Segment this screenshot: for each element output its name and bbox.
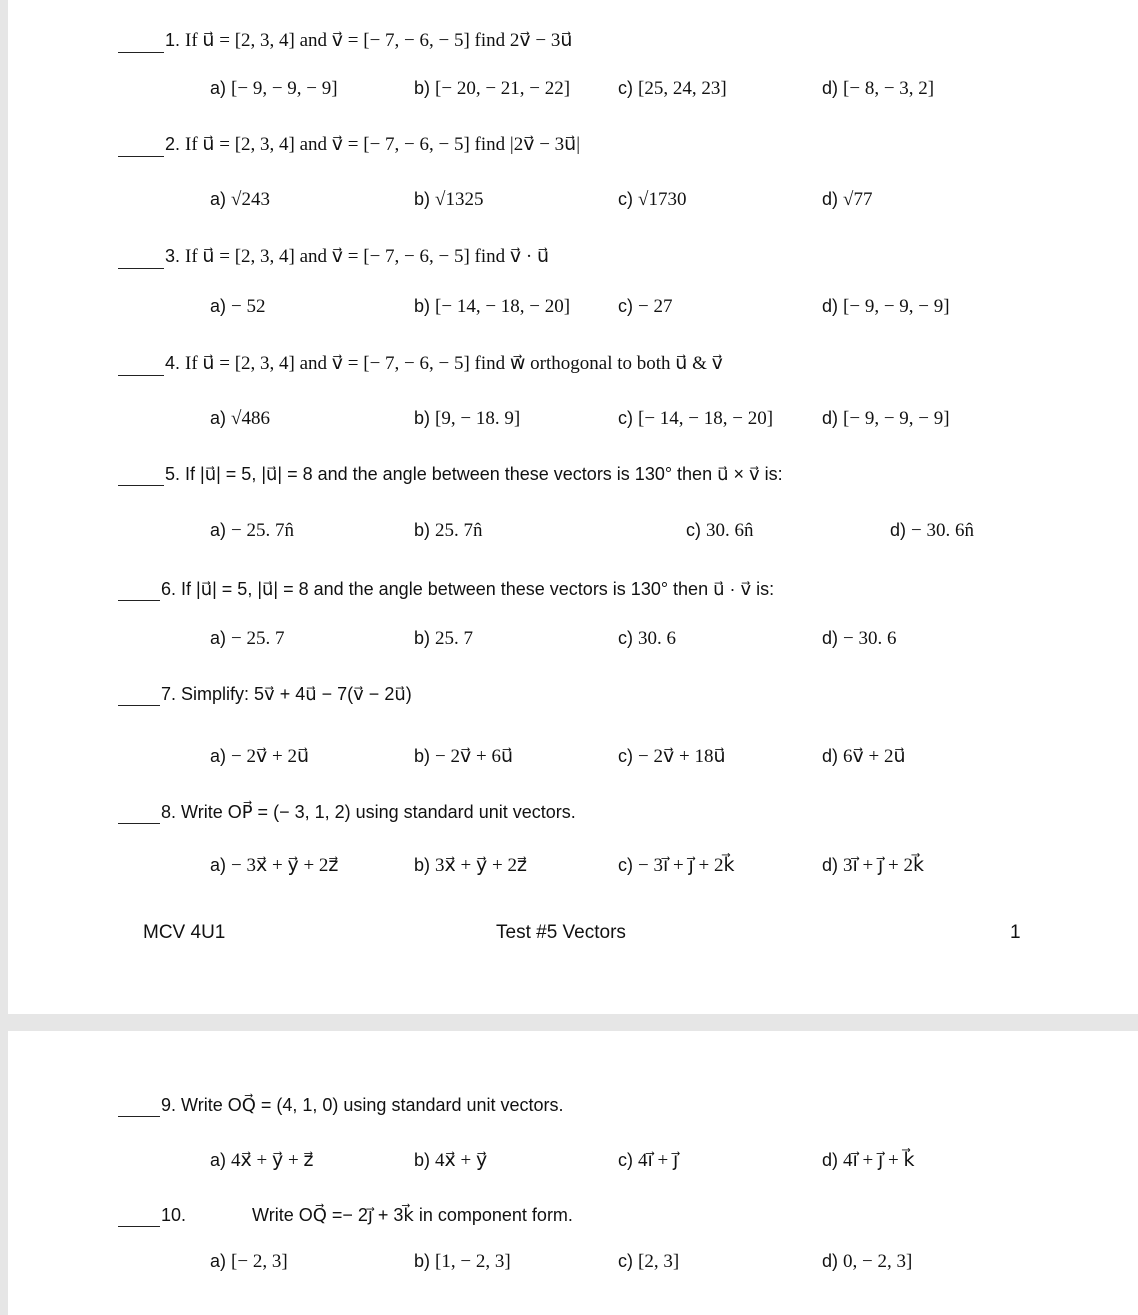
question-text: If u⃗ = [2, 3, 4] and v⃗ = [− 7, − 6, − 5] find |2v⃗ − 3u⃗| — [185, 134, 581, 155]
question-2: 2. If u⃗ = [2, 3, 4] and v⃗ = [− 7, − 6, − 5] find |2v⃗ − 3u⃗| — [118, 132, 580, 157]
option-a[interactable]: a) [− 2, 3] — [210, 1251, 288, 1272]
option-d[interactable]: d) [− 9, − 9, − 9] — [822, 408, 950, 429]
question-text: Write OP⃗ = (− 3, 1, 2) using standard unit vectors. — [181, 802, 576, 822]
option-a[interactable]: a) − 3x⃗ + y⃗ + 2z⃗ — [210, 855, 339, 876]
option-d[interactable]: d) 4i⃗ + j⃗ + k⃗ — [822, 1150, 915, 1171]
option-d[interactable]: d) 0, − 2, 3] — [822, 1251, 913, 1272]
option-c[interactable]: c) 30. 6 — [618, 628, 677, 649]
option-b[interactable]: b) [1, − 2, 3] — [414, 1251, 511, 1272]
answer-blank[interactable] — [118, 1098, 160, 1117]
option-a[interactable]: a) [− 9, − 9, − 9] — [210, 78, 338, 99]
question-8: 8. Write OP⃗ = (− 3, 1, 2) using standard unit vectors. — [118, 800, 576, 824]
footer-title: Test #5 Vectors — [496, 922, 626, 943]
test-page-1 — [8, 0, 1138, 1014]
option-a[interactable]: a) − 52 — [210, 296, 266, 317]
question-1: 1. If u⃗ = [2, 3, 4] and v⃗ = [− 7, − 6, − 5] find 2v⃗ − 3u⃗ — [118, 28, 572, 53]
answer-blank[interactable] — [118, 357, 164, 376]
option-d[interactable]: d) [− 9, − 9, − 9] — [822, 296, 950, 317]
question-text: If u⃗ = [2, 3, 4] and v⃗ = [− 7, − 6, − 5] find w⃗ orthogonal to both u⃗ & v⃗ — [185, 353, 723, 374]
option-b[interactable]: b) − 2v⃗ + 6u⃗ — [414, 746, 513, 767]
option-b[interactable]: b) [9, − 18. 9] — [414, 408, 521, 429]
answer-blank[interactable] — [118, 34, 164, 53]
option-b[interactable]: b) 4x⃗ + y⃗ — [414, 1150, 488, 1171]
option-d[interactable]: d) 6v⃗ + 2u⃗ — [822, 746, 906, 767]
answer-blank[interactable] — [118, 687, 160, 706]
option-b[interactable]: b) 25. 7 — [414, 628, 474, 649]
question-text: Write OQ⃗ = (4, 1, 0) using standard unit vectors. — [181, 1095, 564, 1115]
option-c[interactable]: c) − 27 — [618, 296, 673, 317]
option-a[interactable]: a) − 2v⃗ + 2u⃗ — [210, 746, 309, 767]
option-c[interactable]: c) √1730 — [618, 189, 687, 210]
option-c[interactable]: c) [25, 24, 23] — [618, 78, 727, 99]
option-c[interactable]: c) 30. 6n̂ — [686, 520, 754, 541]
option-d[interactable]: d) 3i⃗ + j⃗ + 2k⃗ — [822, 855, 925, 876]
option-b[interactable]: b) √1325 — [414, 189, 484, 210]
option-c[interactable]: c) [− 14, − 18, − 20] — [618, 408, 774, 429]
option-c[interactable]: c) − 2v⃗ + 18u⃗ — [618, 746, 726, 767]
option-a[interactable]: a) − 25. 7n̂ — [210, 520, 294, 541]
option-c[interactable]: c) − 3i⃗ + j⃗ + 2k⃗ — [618, 855, 735, 876]
option-a[interactable]: a) − 25. 7 — [210, 628, 285, 649]
question-5: 5. If |u⃗| = 5, |u⃗| = 8 and the angle between these vectors is 130° then u⃗ × v⃗ is: — [118, 462, 783, 486]
answer-blank[interactable] — [118, 582, 160, 601]
footer-page-number: 1 — [1010, 922, 1021, 943]
option-a[interactable]: a) 4x⃗ + y⃗ + z⃗ — [210, 1150, 314, 1171]
question-text: If u⃗ = [2, 3, 4] and v⃗ = [− 7, − 6, − 5] find v⃗ · u⃗ — [185, 246, 550, 267]
option-d[interactable]: d) [− 8, − 3, 2] — [822, 78, 935, 99]
answer-blank[interactable] — [118, 250, 164, 269]
answer-blank[interactable] — [118, 805, 160, 824]
option-d[interactable]: d) − 30. 6n̂ — [890, 520, 974, 541]
option-d[interactable]: d) √77 — [822, 189, 873, 210]
question-9: 9. Write OQ⃗ = (4, 1, 0) using standard unit vectors. — [118, 1093, 564, 1117]
question-4: 4. If u⃗ = [2, 3, 4] and v⃗ = [− 7, − 6, − 5] find w⃗ orthogonal to both u⃗ & v⃗ — [118, 351, 723, 376]
test-page-2 — [8, 1031, 1138, 1315]
question-text: If u⃗ = [2, 3, 4] and v⃗ = [− 7, − 6, − 5] find 2v⃗ − 3u⃗ — [185, 30, 573, 51]
option-b[interactable]: b) 25. 7n̂ — [414, 520, 483, 541]
question-text: If |u⃗| = 5, |u⃗| = 8 and the angle between these vectors is 130° then u⃗ × v⃗ is: — [185, 464, 783, 484]
answer-blank[interactable] — [118, 1208, 160, 1227]
question-7: 7. Simplify: 5v⃗ + 4u⃗ − 7(v⃗ − 2u⃗) — [118, 682, 412, 706]
option-a[interactable]: a) √486 — [210, 408, 270, 429]
answer-blank[interactable] — [118, 467, 164, 486]
question-10: 10. Write OQ⃗ =− 2j⃗ + 3k⃗ in component form. — [118, 1203, 573, 1227]
answer-blank[interactable] — [118, 138, 164, 157]
option-a[interactable]: a) √243 — [210, 189, 270, 210]
question-text: Simplify: 5v⃗ + 4u⃗ − 7(v⃗ − 2u⃗) — [181, 684, 412, 704]
question-6: 6. If |u⃗| = 5, |u⃗| = 8 and the angle between these vectors is 130° then u⃗ · v⃗ is: — [118, 577, 774, 601]
option-b[interactable]: b) [− 14, − 18, − 20] — [414, 296, 571, 317]
option-b[interactable]: b) [− 20, − 21, − 22] — [414, 78, 571, 99]
question-text: Write OQ⃗ =− 2j⃗ + 3k⃗ in component form. — [252, 1205, 573, 1225]
option-d[interactable]: d) − 30. 6 — [822, 628, 897, 649]
question-text: If |u⃗| = 5, |u⃗| = 8 and the angle between these vectors is 130° then u⃗ · v⃗ is: — [181, 579, 775, 599]
option-b[interactable]: b) 3x⃗ + y⃗ + 2z⃗ — [414, 855, 527, 876]
option-c[interactable]: c) [2, 3] — [618, 1251, 680, 1272]
option-c[interactable]: c) 4i⃗ + j⃗ — [618, 1150, 679, 1171]
question-3: 3. If u⃗ = [2, 3, 4] and v⃗ = [− 7, − 6, − 5] find v⃗ · u⃗ — [118, 244, 549, 269]
footer-course: MCV 4U1 — [143, 922, 226, 943]
